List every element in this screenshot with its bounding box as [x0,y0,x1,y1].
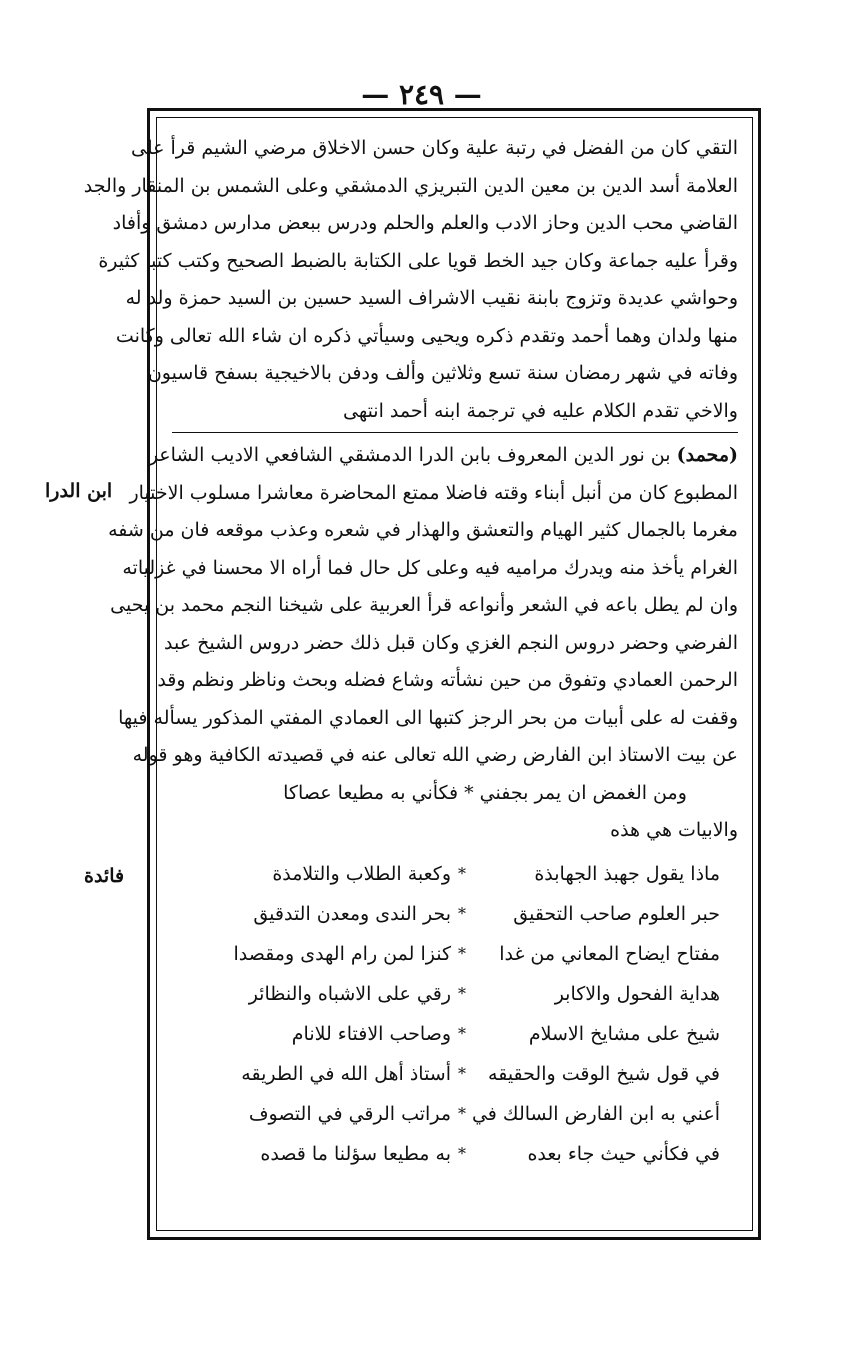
text-line: وحواشي عديدة وتزوج بابنة نقيب الاشراف السيد حسين بن السيد حمزة ولد له [125,287,738,309]
poem-verse [172,1094,738,1134]
verse-separator: * [458,1103,466,1123]
verse-separator: * [458,863,466,883]
verse-separator: * [458,903,466,923]
text-line: الرحمن العمادي وتفوق من حين نشأته وشاع فضله وبحث وناظر ونظم وقد [157,669,738,691]
verse-separator: * [458,1023,466,1043]
verse-second-hemistich: به مطيعا سؤلنا ما قصده [260,1142,451,1165]
poem [172,854,738,1174]
poem-verse [172,934,738,974]
verse-first-hemistich: شيخ على مشايخ الاسلام [528,1022,720,1045]
verse-separator: * [458,983,466,1003]
text-line: والاخي تقدم الكلام عليه في ترجمة ابنه أحمد انتهى [342,399,738,422]
verse-separator: * [458,1063,466,1083]
verse-first-hemistich: في قول شيخ الوقت والحقيقه [488,1062,720,1085]
poem-verse [172,1134,738,1174]
verse-first-hemistich: في فكأني حيث جاء بعده [527,1142,720,1165]
verse-first-hemistich: أعني به ابن الفارض السالك في [471,1102,720,1125]
section-divider [172,432,738,433]
verse-second-hemistich: كنزا لمن رام الهدى ومقصدا [233,942,451,965]
text-line: وفاته في شهر رمضان سنة تسع وثلاثين وألف ودفن بالاخيجية بسفح قاسيون [147,362,738,384]
section-entry-previous [83,130,738,430]
verse-first-hemistich: ماذا يقول جهبذ الجهابذة [534,862,720,885]
margin-note-faida: فائدة [84,865,125,887]
poem-verse [172,974,738,1014]
text-line: وقرأ عليه جماعة وكان جيد الخط قويا على الكتابة بالضبط الصحيح وكتب كتبا كثيرة [98,249,738,272]
verse-second-hemistich: وصاحب الافتاء للانام [291,1022,451,1045]
text-line: الغرام يأخذ منه ويدرك مراميه فيه وعلى كل حال فما أراه الا محسنا في غزلياته [122,556,738,579]
poem-verse [172,1054,738,1094]
text-line: مغرما بالجمال كثير الهيام والتعشق والهذار في شعره وعذب موقعه فان من شفه [108,519,738,541]
text-line: عن بيت الاستاذ ابن الفارض رضي الله تعالى عنه في قصيدته الكافية وهو قوله [132,744,738,766]
verse-separator: * [458,943,466,963]
verse-second-hemistich: رقي على الاشباه والنظائر [248,982,451,1005]
verse-separator: * [458,1143,466,1163]
text-line: العلامة أسد الدين بن معين الدين التبريزي الدمشقي وعلى الشمس بن المنقار والجد [83,174,738,197]
quoted-verse: ومن الغمض ان يمر بجفني * فكأني به مطيعا عصاكا [283,781,687,804]
text-line: منها ولدان وهما أحمد وتقدم ذكره ويحيى وسيأتي ذكره ان شاء الله تعالى وكانت [115,324,738,347]
text-line: الفرضي وحضر دروس النجم الغزي وكان قبل ذلك حضر دروس الشيخ عبد [164,631,738,654]
text-line: وقفت له على أبيات من بحر الرجز كتبها الى العمادي المفتي المذكور يسأله فيها [118,706,738,729]
verse-first-hemistich: حبر العلوم صاحب التحقيق [513,902,720,925]
entry-first-line-text: بن نور الدين المعروف بابن الدرا الدمشقي الشافعي الاديب الشاعر [148,444,671,466]
section-entry-ibn-aldurra [108,437,738,850]
poem-verse [172,1014,738,1054]
text-line: التقي كان من الفضل في رتبة علية وكان حسن الاخلاق مرضي الشيم قرأ على [131,137,738,159]
verse-second-hemistich: أستاذ أهل الله في الطريقه [241,1062,451,1085]
page-number: — ٢٤٩ — [361,78,482,111]
text-line: القاضي محب الدين وحاز الادب والعلم والحلم ودرس ببعض مدارس دمشق وأفاد [112,212,738,234]
entry-name: (محمد) [676,444,738,466]
poem-verse [172,854,738,894]
text-line: وان لم يطل باعه في الشعر وأنواعه قرأ العربية على شيخنا النجم محمد بن يحيى [110,594,738,616]
verse-second-hemistich: مراتب الرقي في التصوف [248,1102,451,1125]
verse-second-hemistich: بحر الندى ومعدن التدقيق [253,902,451,925]
verses-intro: والابيات هي هذه [610,819,738,841]
verse-second-hemistich: وكعبة الطلاب والتلامذة [272,862,451,885]
margin-note-ibn-aldurra: ابن الدرا [45,480,113,502]
verse-first-hemistich: هداية الفحول والاكابر [554,982,720,1005]
poem-verse [172,894,738,934]
text-line: المطبوع كان من أنبل أبناء وقته فاضلا ممتع المحاضرة معاشرا مسلوب الاختيار [129,481,738,504]
entry-first-line [148,437,738,475]
verse-first-hemistich: مفتاح ايضاح المعاني من غدا [499,942,720,965]
